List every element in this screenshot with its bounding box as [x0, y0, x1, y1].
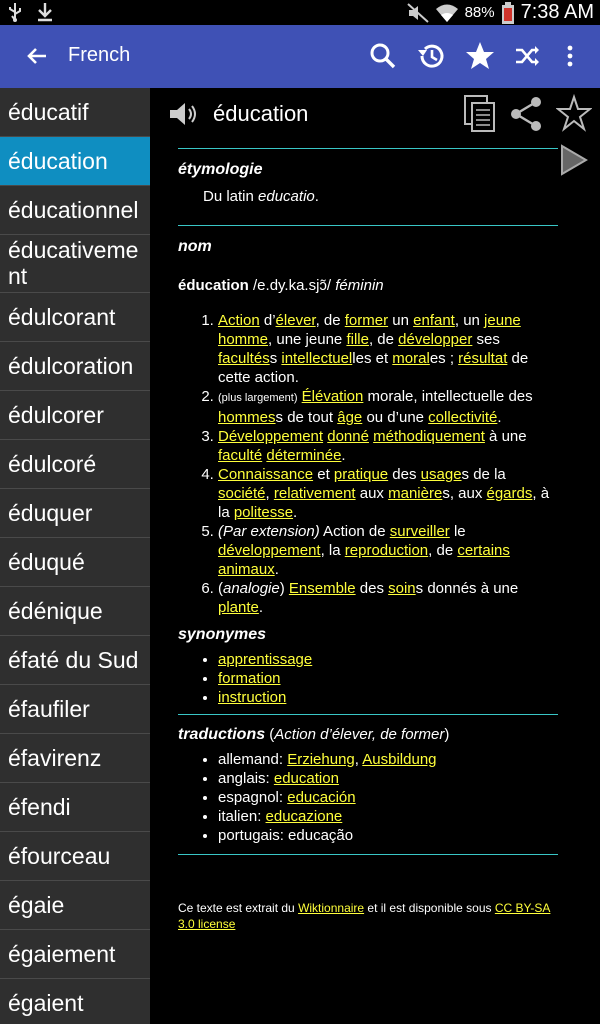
list-item[interactable]: égaiement	[0, 930, 150, 979]
etymology-text	[203, 187, 558, 206]
translation-item	[218, 826, 558, 845]
text: à une	[484, 428, 527, 445]
link[interactable]: Ausbildung	[362, 751, 437, 768]
text: s de la	[461, 466, 506, 483]
shuffle-icon[interactable]	[510, 39, 544, 73]
battery-icon	[501, 2, 515, 24]
text: .	[497, 409, 502, 426]
text: les et	[352, 350, 393, 367]
translations-header: traductions (Action d’élever, de former)	[178, 726, 450, 743]
play-icon[interactable]	[558, 142, 590, 178]
gender: féminin	[335, 277, 384, 294]
lemma: éducation	[178, 277, 249, 294]
link[interactable]: formation	[218, 670, 281, 687]
text: , une jeune	[268, 331, 347, 348]
divider	[178, 225, 558, 226]
link[interactable]: moral	[392, 350, 430, 367]
link[interactable]: Connaissance	[218, 466, 314, 483]
link[interactable]: instruction	[218, 689, 287, 706]
link[interactable]: enfant	[413, 312, 455, 329]
download-icon	[36, 2, 54, 22]
link[interactable]: pratique	[333, 466, 389, 483]
synonym-item	[218, 688, 558, 707]
definition-5	[218, 522, 558, 579]
link[interactable]: intellectuel	[281, 350, 353, 367]
text: le	[449, 523, 466, 540]
text: un	[388, 312, 414, 329]
etymology-title: étymologie	[178, 161, 263, 178]
text: ses	[472, 331, 500, 348]
link[interactable]: relativement	[273, 485, 356, 502]
text: .	[341, 447, 346, 464]
lang: portugais:	[218, 827, 289, 844]
link[interactable]: usage	[420, 466, 462, 483]
link[interactable]: résultat	[458, 350, 508, 367]
text: ,	[265, 485, 274, 502]
text: morale, intellectuelle des	[363, 388, 533, 405]
link[interactable]: élever	[275, 312, 316, 329]
translation-item	[218, 807, 558, 826]
divider	[178, 714, 558, 715]
link[interactable]: apprentissage	[218, 651, 313, 668]
text: Action de	[319, 523, 390, 540]
entry-detail	[150, 88, 600, 1024]
note: (plus largement)	[218, 392, 298, 404]
link[interactable]: plante	[218, 599, 259, 616]
pos-title: nom	[178, 238, 212, 255]
link[interactable]: animaux	[218, 561, 275, 578]
toolbar-title: French	[68, 44, 131, 66]
link[interactable]: manière	[388, 485, 443, 502]
text: , la	[320, 542, 345, 559]
link[interactable]: former	[344, 312, 389, 329]
synonym-item	[218, 650, 558, 669]
translations-note: Action d’élever, de former	[274, 726, 445, 743]
text: aux	[355, 485, 389, 502]
text: et il est disponible sous	[364, 901, 495, 915]
list-item[interactable]: édulcorer	[0, 391, 150, 440]
text: des	[355, 580, 389, 597]
text: d’	[259, 312, 276, 329]
text: s	[269, 350, 282, 367]
text: Ce texte est extrait du	[178, 901, 299, 915]
translations-section	[178, 725, 558, 845]
link[interactable]: soin	[388, 580, 416, 597]
synonym-item	[218, 669, 558, 688]
link[interactable]: jeune	[484, 312, 521, 329]
divider	[178, 148, 558, 149]
divider	[178, 854, 558, 855]
etym-pre: Du latin	[203, 188, 259, 205]
translation-item: • allemand: Erziehung, Ausbildung	[218, 750, 558, 769]
list-item[interactable]: éfourceau	[0, 832, 150, 881]
license-link[interactable]: CC BY-SA 3.0 license	[178, 901, 551, 931]
lang: anglais:	[218, 770, 274, 787]
link[interactable]: Action	[218, 312, 260, 329]
list-item-selected[interactable]: éducation	[0, 137, 150, 186]
status-time: 7:38 AM	[520, 1, 594, 23]
link[interactable]: facultés	[218, 350, 270, 367]
status-bar	[0, 0, 600, 25]
translations-list	[202, 750, 558, 845]
speaker-icon[interactable]	[168, 100, 202, 128]
text: ou d’une	[362, 409, 429, 426]
license-footer	[178, 900, 558, 932]
star-icon[interactable]	[463, 39, 497, 73]
word-list[interactable]	[0, 88, 150, 1024]
etym-post: .	[314, 188, 319, 205]
list-item[interactable]: éducativement	[0, 235, 150, 293]
definition-3	[218, 427, 558, 465]
text: des	[388, 466, 421, 483]
list-item[interactable]: éducatif	[0, 88, 150, 137]
link[interactable]: Ensemble	[288, 580, 356, 597]
link[interactable]: société	[218, 485, 266, 502]
link[interactable]: hommes	[218, 409, 276, 426]
synonyms-list	[202, 650, 558, 707]
link[interactable]: déterminée	[266, 447, 342, 464]
text: , à la	[218, 485, 550, 521]
link[interactable]: surveiller	[389, 523, 450, 540]
list-item[interactable]: éfaté du Sud	[0, 636, 150, 685]
link[interactable]: Erziehung	[287, 751, 355, 768]
link[interactable]: educazione	[265, 808, 343, 825]
link[interactable]: reproduction	[344, 542, 429, 559]
text: .	[274, 561, 279, 578]
mute-icon	[407, 3, 429, 23]
translation-item	[218, 769, 558, 788]
text: s de tout	[275, 409, 338, 426]
lemma-line	[178, 276, 558, 295]
wifi-icon	[435, 3, 459, 23]
lang: italien:	[218, 808, 266, 825]
history-icon[interactable]	[414, 39, 448, 73]
text: et	[313, 466, 334, 483]
link[interactable]: donné	[327, 428, 369, 445]
text: .	[293, 504, 298, 521]
link[interactable]: âge	[337, 409, 363, 426]
search-icon[interactable]	[366, 39, 400, 73]
link[interactable]: faculté	[218, 447, 263, 464]
usb-icon	[8, 2, 22, 22]
list-item[interactable]: égaient	[0, 979, 150, 1024]
text: , de	[368, 331, 399, 348]
translation-item	[218, 788, 558, 807]
text: educação	[288, 827, 354, 844]
list-item[interactable]: éduqué	[0, 538, 150, 587]
synonyms-title: synonymes	[178, 626, 267, 643]
text: .	[258, 599, 264, 616]
lang: allemand:	[218, 751, 288, 768]
definition-6: 6. (analogie) Ensemble des soins donnés à une plante.	[218, 579, 558, 617]
share-icon[interactable]	[508, 94, 544, 134]
note: (Par extension)	[218, 523, 320, 540]
definition-4	[218, 465, 558, 522]
link[interactable]: développer	[398, 331, 473, 348]
nom-section	[178, 237, 558, 707]
text: s, aux	[442, 485, 487, 502]
list-item[interactable]: égaie	[0, 881, 150, 930]
star-outline-icon[interactable]	[556, 94, 592, 134]
etymology-section	[178, 160, 558, 206]
definitions-list	[200, 311, 558, 617]
list-item[interactable]: éfavirenz	[0, 734, 150, 783]
list-item[interactable]: éducationnel	[0, 186, 150, 235]
definition-1	[218, 311, 558, 387]
text: , de	[315, 312, 345, 329]
link[interactable]: collectivité	[428, 409, 498, 426]
copy-icon[interactable]	[463, 94, 499, 134]
list-item[interactable]: édénique	[0, 587, 150, 636]
list-item[interactable]: édulcoration	[0, 342, 150, 391]
list-item[interactable]: édulcoré	[0, 440, 150, 489]
list-item[interactable]: éduquer	[0, 489, 150, 538]
link[interactable]: fille	[346, 331, 369, 348]
link[interactable]: égards	[486, 485, 533, 502]
text: es ;	[429, 350, 459, 367]
list-item[interactable]: éfaufiler	[0, 685, 150, 734]
link[interactable]: homme	[218, 331, 269, 348]
app-toolbar	[0, 25, 600, 88]
definition-2	[218, 387, 558, 427]
etym-latin: educatio	[258, 188, 315, 205]
wiktionnaire-link[interactable]: Wiktionnaire	[298, 901, 365, 915]
back-arrow-icon[interactable]	[20, 39, 54, 73]
lang: espagnol:	[218, 789, 288, 806]
link[interactable]: educación	[287, 789, 356, 806]
link[interactable]: education	[273, 770, 339, 787]
list-item[interactable]: édulcorant	[0, 293, 150, 342]
text: , de	[428, 542, 458, 559]
link[interactable]: méthodiquement	[373, 428, 485, 445]
link[interactable]: Élévation	[301, 388, 364, 405]
more-vert-icon[interactable]	[553, 39, 587, 73]
entry-headword: éducation	[213, 101, 309, 126]
link[interactable]: certains	[457, 542, 510, 559]
text: , un	[454, 312, 485, 329]
translations-title: traductions	[178, 726, 266, 743]
link[interactable]: politesse	[233, 504, 294, 521]
pronunciation: /e.dy.ka.sjɔ̃/	[248, 277, 336, 294]
link[interactable]: Développement	[218, 428, 324, 445]
link[interactable]: développement	[218, 542, 321, 559]
note: analogie	[223, 580, 280, 597]
text: de cette action.	[218, 350, 529, 386]
list-item[interactable]: éfendi	[0, 783, 150, 832]
battery-percent: 88%	[464, 4, 495, 21]
text: s donnés à une	[415, 580, 519, 597]
